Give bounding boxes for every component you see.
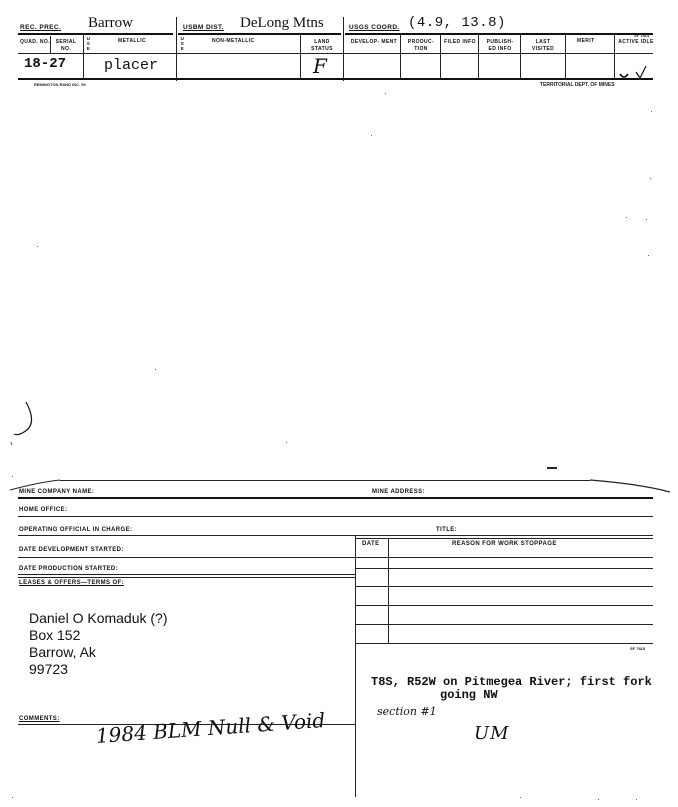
speck <box>371 135 372 136</box>
col-div-1 <box>50 36 51 53</box>
date-col-label: DATE <box>362 541 380 547</box>
handwritten-um: UM <box>474 723 510 744</box>
usbm-dist-label: USBM DIST. <box>183 24 224 31</box>
speck <box>648 255 649 256</box>
col-non-metallic: NON-METALLIC <box>212 38 255 44</box>
rule-reason-4 <box>355 624 653 625</box>
rule-date-dev <box>18 557 653 558</box>
col-last-visited: LAST VISITED <box>531 39 555 52</box>
col-div-3 <box>300 34 301 78</box>
comments-handwritten: 1984 BLM Null & Void <box>95 708 326 748</box>
header-footer-left: REMINGTON RAND INC. 50 <box>34 82 86 87</box>
header-rule-3 <box>18 78 653 80</box>
speck <box>286 442 287 443</box>
col-production: PRODUC- TION <box>407 39 435 52</box>
header-div-b <box>343 17 344 81</box>
header-rule-1c <box>345 33 653 35</box>
header-footer-right: TERRITORIAL DEPT. OF MINES <box>540 82 615 88</box>
speck <box>651 111 652 112</box>
rule-reason-5 <box>355 643 653 644</box>
rule-home-office <box>18 516 653 517</box>
col-div-7 <box>520 34 521 78</box>
speck <box>598 799 599 800</box>
title-label: TITLE: <box>436 527 458 533</box>
speck <box>385 93 386 94</box>
usbm-dist-value: DeLong Mtns <box>240 15 324 31</box>
mine-address-label: MINE ADDRESS: <box>372 489 425 495</box>
quad-serial-value: 18-27 <box>24 56 67 72</box>
owner-address-line1: Box 152 <box>29 627 81 643</box>
col-div-9 <box>614 34 615 78</box>
speck <box>636 799 637 800</box>
col-quad-no: QUAD. NO. <box>20 39 50 45</box>
col-published-info: PUBLISH- ED INFO <box>486 39 514 52</box>
usgs-coord-value: (4.9, 13.8) <box>408 15 506 31</box>
col-filed-info: FILED INFO <box>444 39 476 45</box>
col-use-metallic: U S E <box>86 36 91 51</box>
rule-date-prod-b <box>18 577 355 578</box>
land-status-value: F <box>313 54 327 78</box>
col-merit: MERIT <box>577 38 595 44</box>
col-use-nonmetallic: U S E <box>180 36 185 51</box>
col-active-idle: ACTIVE IDLE <box>618 39 654 45</box>
rec-prec-label: REC. PREC. <box>20 24 62 31</box>
speck <box>646 219 647 220</box>
comments-label: COMMENTS: <box>19 716 60 722</box>
col-serial-no: SERIAL NO. <box>55 39 77 52</box>
col-div-2 <box>83 34 84 78</box>
header-rule-2 <box>18 53 653 54</box>
speck <box>650 178 651 179</box>
lower-form-code: SF 7815 <box>630 646 646 651</box>
col-div-8 <box>565 34 566 78</box>
rule-reason-1 <box>355 568 653 569</box>
rule-official-b <box>355 538 653 539</box>
owner-name: Daniel O Komaduk (?) <box>29 610 168 626</box>
home-office-label: HOME OFFICE: <box>19 507 68 513</box>
date-production-label: DATE PRODUCTION STARTED: <box>19 566 119 572</box>
checkmark-icon <box>618 60 654 82</box>
col-development: DEVELOP- MENT <box>350 39 398 45</box>
handwritten-section: section #1 <box>377 705 437 718</box>
owner-address-line2: Barrow, Ak <box>29 644 96 660</box>
rule-reason-2 <box>355 586 653 587</box>
col-metallic: METALLIC <box>118 38 147 44</box>
location-line2: going NW <box>440 688 498 702</box>
table-div-left <box>355 535 356 797</box>
rule-company <box>18 497 653 499</box>
date-development-label: DATE DEVELOPMENT STARTED: <box>19 547 124 553</box>
rule-date-prod <box>18 574 355 575</box>
dash-mark <box>547 467 557 469</box>
col-div-4 <box>400 34 401 78</box>
col-div-6 <box>478 34 479 78</box>
col-div-5 <box>440 34 441 78</box>
scribble-mark <box>8 400 38 448</box>
operating-official-label: OPERATING OFFICIAL IN CHARGE: <box>19 527 133 533</box>
speck <box>12 476 13 477</box>
header-rule-1 <box>18 33 173 35</box>
header-div-a <box>176 17 177 81</box>
location-line1: T8S, R52W on Pitmegea River; first fork <box>371 675 652 689</box>
leases-label: LEASES & OFFERS—TERMS OF: <box>19 580 125 586</box>
owner-zip: 99723 <box>29 661 68 677</box>
speck <box>37 246 38 247</box>
speck <box>12 797 13 798</box>
reason-col-label: REASON FOR WORK STOPPAGE <box>452 541 557 547</box>
speck <box>626 217 627 218</box>
header-rule-1b <box>178 33 341 35</box>
metallic-value: placer <box>104 57 159 74</box>
table-div-date <box>388 538 389 643</box>
lower-top-rule-ends <box>10 478 670 498</box>
mine-company-name-label: MINE COMPANY NAME: <box>19 489 95 495</box>
speck <box>520 797 521 798</box>
rec-prec-value: Barrow <box>88 15 133 31</box>
col-land-status: LAND STATUS <box>311 39 333 52</box>
rule-official <box>18 535 653 536</box>
header-form-code: SF 7814 <box>634 33 650 38</box>
rule-reason-3 <box>355 605 653 606</box>
speck <box>155 369 156 370</box>
usgs-coord-label: USGS COORD. <box>349 24 400 31</box>
